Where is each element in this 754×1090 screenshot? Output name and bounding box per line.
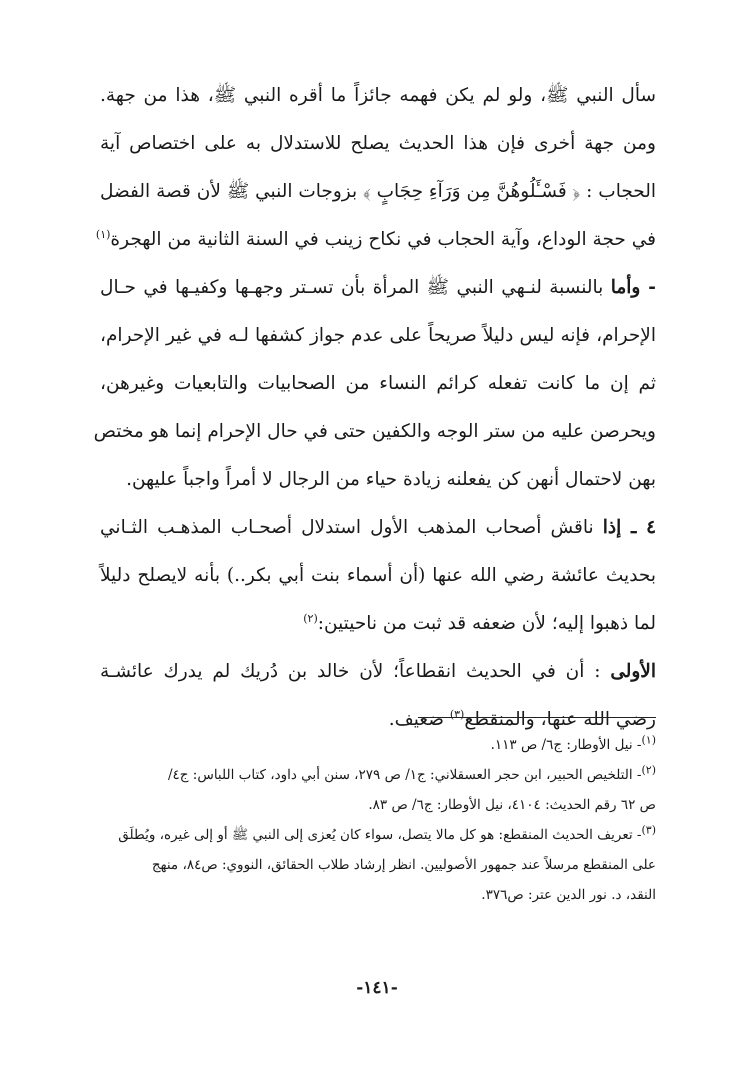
body-line-11: بحديث عائشة رضي الله عنها (أن أسماء بنت أبي بكر..) بأنه لايصلح دليلاً: [100, 565, 656, 586]
footnote-3-cont-2: [96, 880, 656, 910]
body-line-2: ومن جهة أخرى فإن هذا الحديث يصلح للاستدلال به على اختصاص آية: [100, 133, 656, 154]
footnote-3-text: - تعريف الحديث المنقطع: هو كل مالا يتصل، سواء كان يُعزى إلى النبي ﷺ أو إلى غيره، ويُطلَق: [118, 827, 642, 843]
body-line-1: سأل النبي ﷺ، ولو لم يكن فهمه جائزاً ما أقره النبي ﷺ، هذا من جهة.: [100, 85, 656, 106]
body-line-8: ويحرصن عليه من ستر الوجه والكفين حتى في حال الإحرام إنما هو مختص: [93, 421, 656, 442]
footnote-marker-2: (٢): [303, 611, 318, 625]
footnote-3-cont-text: على المنقطع مرسلاً عند جمهور الأصوليين. انظر إرشاد طلاب الحقائق، النووي: ص٨٤، منهج: [151, 857, 656, 873]
body-line-14: رضي الله عنها، والمنقطع$^{(٣)}$ ضعيف.: [388, 707, 656, 730]
body-line-10: ٤ ـ إذا ناقش أصحاب المذهب الأول استدلال أصحـاب المذهـب الثـاني: [100, 517, 656, 538]
body-line-4-text: في حجة الوداع، وآية الحجاب في نكاح زينب في السنة الثانية من الهجرة: [110, 229, 656, 250]
body-line-13-lead: الأولى: [610, 661, 656, 682]
footnote-2: [96, 760, 656, 790]
footnote-marker-3-inline: (٣): [449, 707, 465, 721]
footnote-1: [96, 730, 656, 760]
body-line-3: الحجاب : ﴿ فَسْـَٔلُوهُنَّ مِن وَرَآءِ حِجَابٍ ﴾ بزوجات النبي ﷺ لأن قصة الفضل: [100, 181, 656, 202]
footnotes: [96, 730, 656, 910]
body-line-13: الأولى : أن في الحديث انقطاعاً؛ لأن خالد بن دُريك لم يدرك عائشـة: [100, 661, 656, 682]
footnote-1-marker: (١): [641, 733, 656, 747]
body-line-12: [100, 600, 656, 648]
footnote-2-cont-text: ص ٦٢ رقم الحديث: ٤١٠٤، نيل الأوطار: ج٦/ ص ٨٣.: [368, 797, 656, 813]
body-line-5: - وأما بالنسبة لنـهي النبي ﷺ المرأة بأن تسـتر وجهـها وكفيـها في حـال: [100, 277, 656, 298]
footnote-1-text: - نيل الأوطار: ج٦/ ص ١١٣.: [490, 737, 642, 753]
body-line-12-text: لما ذهبوا إليه؛ لأن ضعفه قد ثبت من ناحيتين:: [317, 613, 656, 634]
footnote-marker-1: (١): [95, 227, 111, 241]
body-line-4: [95, 216, 656, 264]
footnote-separator: [418, 717, 656, 718]
footnote-3-cont-2-text: النقد، د. نور الدين عتر: ص٣٧٦.: [481, 887, 656, 903]
page-number: -١٤١-: [356, 978, 398, 998]
body-line-10-lead: ٤ ـ إذا: [602, 517, 656, 538]
footnote-2-text: - التلخيص الحبير، ابن حجر العسقلاني: ج١/ ص ٢٧٩، سنن أبي داود، كتاب اللباس: ج٤/: [167, 767, 642, 783]
footnote-2-cont: [96, 790, 656, 820]
body-line-7: ثم إن ما كانت تفعله كرائم النساء من الصحابيات والتابعيات وغيرهن،: [100, 373, 656, 394]
body-line-9: بهن لاحتمال أنهن كن يفعلنه زيادة حياء من الرجال لا أمراً واجباً عليهن.: [126, 469, 656, 490]
body-line-5-lead: - وأما: [610, 277, 656, 298]
body-line-6: الإحرام، فإنه ليس دليلاً صريحاً على عدم جواز كشفها لـه في غير الإحرام،: [100, 325, 656, 346]
footnote-3-cont: [96, 850, 656, 880]
footnote-3-marker: (٣): [641, 823, 656, 837]
footnote-2-marker: (٢): [641, 763, 656, 777]
body-text: [93, 72, 656, 744]
footnote-3: [96, 820, 656, 850]
